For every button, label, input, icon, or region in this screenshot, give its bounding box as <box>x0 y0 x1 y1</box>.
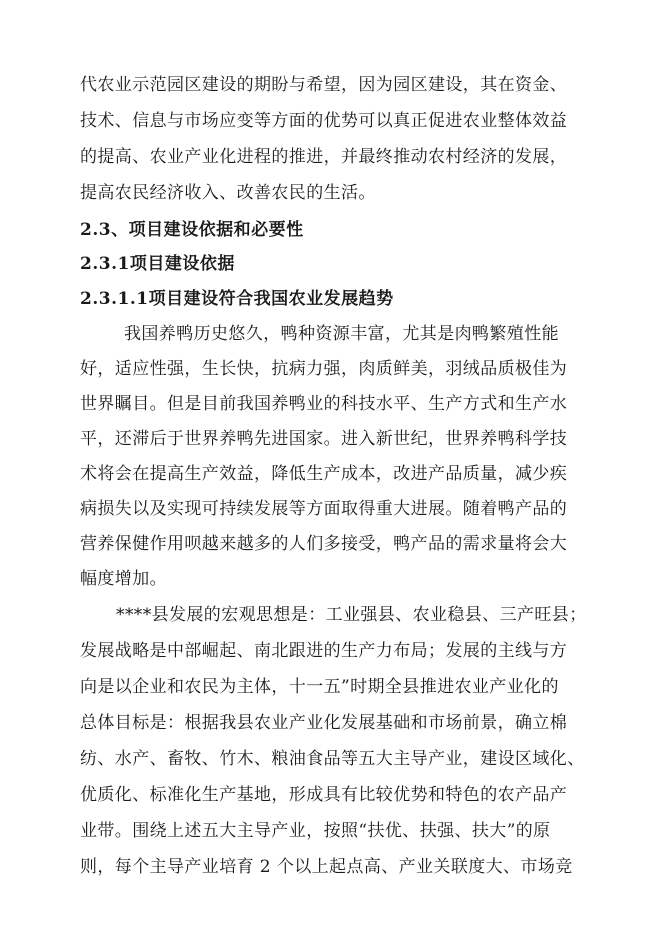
heading-2-3-1: 2.3.1项目建设依据 <box>80 254 235 274</box>
duck-line-2: 好，适应性强，生长快，抗病力强，肉质鲜美，羽绒品质极佳为 <box>80 359 568 379</box>
intro-line-1: 代农业示范园区建设的期盼与希望，因为园区建设，其在资金、 <box>80 75 568 95</box>
duck-line-4: 平，还滞后于世界养鸭先进国家。进入新世纪，世界养鸭科学技 <box>80 429 568 449</box>
county-line-8: 则，每个主导产业培育 2 个以上起点高、产业关联度大、市场竞 <box>80 857 573 877</box>
heading-2-3-1-1: 2.3.1.1项目建设符合我国农业发展趋势 <box>80 289 394 309</box>
county-line-1: ****县发展的宏观思想是：工业强县、农业稳县、三产旺县； <box>116 605 587 625</box>
duck-line-7: 营养保健作用呗越来越多的人们多接受，鸭产品的需求量将会大 <box>80 534 568 554</box>
county-line-4: 总体目标是：根据我县农业产业化发展基础和市场前景，确立棉 <box>80 713 568 733</box>
county-line-2: 发展战略是中部崛起、南北跟进的生产力布局；发展的主线与方 <box>80 641 568 661</box>
heading-2-3: 2.3、项目建设依据和必要性 <box>80 220 304 240</box>
intro-line-3: 的提高、农业产业化进程的推进，并最终推动农村经济的发展， <box>80 147 568 167</box>
duck-line-3: 世界瞩目。但是目前我国养鸭业的科技水平、生产方式和生产水 <box>80 394 568 414</box>
county-line-7: 业带。围绕上述五大主导产业，按照“扶优、扶强、扶大”的原 <box>80 821 551 841</box>
duck-line-6: 病损失以及实现可持续发展等方面取得重大进展。随着鸭产品的 <box>80 499 568 519</box>
duck-line-8: 幅度增加。 <box>80 569 167 589</box>
county-line-6: 优质化、标准化生产基地，形成具有比较优势和特色的农产品产 <box>80 785 568 805</box>
duck-line-5: 术将会在提高生产效益，降低生产成本，改进产品质量，减少疾 <box>80 464 568 484</box>
intro-line-4: 提高农民经济收入、改善农民的生活。 <box>80 183 376 203</box>
county-line-3: 向是以企业和农民为主体，十一五”时期全县推进农业产业化的 <box>80 677 559 697</box>
duck-line-1: 我国养鸭历史悠久，鸭种资源丰富，尤其是肉鸭繁殖性能 <box>124 324 559 344</box>
county-line-5: 纺、水产、畜牧、竹木、粮油食品等五大主导产业，建设区域化、 <box>80 749 585 769</box>
intro-line-2: 技术、信息与市场应变等方面的优势可以真正促进农业整体效益 <box>80 111 568 131</box>
